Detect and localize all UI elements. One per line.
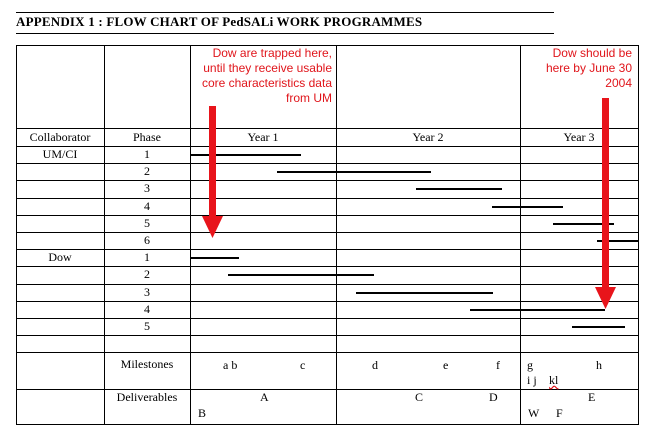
timeline-bar bbox=[492, 206, 563, 208]
phase-number: 5 bbox=[144, 319, 150, 333]
timeline-bar bbox=[277, 171, 431, 173]
phase-number: 5 bbox=[144, 215, 150, 230]
grid-col-line bbox=[336, 45, 337, 425]
deliverables-label: Deliverables bbox=[116, 390, 178, 404]
milestone-kl: kl bbox=[549, 373, 559, 387]
timeline-bar bbox=[190, 154, 301, 156]
collaborator-name: Dow bbox=[48, 250, 72, 265]
phase-number: 2 bbox=[144, 267, 150, 282]
timeline-bar bbox=[356, 292, 493, 294]
grid-top bbox=[16, 45, 639, 46]
header-year-2: Year 2 bbox=[412, 130, 444, 144]
milestone-c: c bbox=[300, 358, 306, 372]
deliverable-A: A bbox=[260, 390, 269, 404]
page-title: APPENDIX 1 : FLOW CHART OF PedSALi WORK PROGRAMMES bbox=[16, 14, 423, 29]
milestone-f: f bbox=[496, 358, 500, 372]
milestone-ij: i j bbox=[527, 373, 537, 387]
deliverable-F: F bbox=[556, 406, 563, 420]
milestone-d: d bbox=[372, 358, 378, 372]
grid-col-line bbox=[190, 45, 191, 425]
phase-number: 1 bbox=[144, 250, 150, 265]
milestone-h: h bbox=[596, 358, 602, 372]
timeline-bar bbox=[572, 326, 625, 328]
collaborator-name: UM/CI bbox=[42, 147, 78, 161]
arrow-left-trapped bbox=[202, 106, 223, 238]
phase-number: 3 bbox=[144, 284, 150, 299]
phase-number: 6 bbox=[144, 233, 150, 247]
timeline-bar bbox=[597, 240, 638, 242]
phase-number: 2 bbox=[144, 164, 150, 179]
milestone-g: g bbox=[527, 358, 533, 372]
timeline-bar bbox=[470, 309, 605, 311]
header-phase: Phase bbox=[133, 130, 161, 144]
milestone-ab: a b bbox=[223, 358, 238, 372]
header-year-3: Year 3 bbox=[563, 130, 595, 144]
milestone-e: e bbox=[443, 358, 449, 372]
timeline-bar bbox=[228, 274, 374, 276]
deliverable-D: D bbox=[489, 390, 498, 404]
deliverable-W: W bbox=[528, 406, 540, 420]
title-rule-bottom bbox=[16, 33, 554, 34]
note-dow-target: Dow should be here by June 30 2004 bbox=[545, 46, 632, 90]
timeline-bar bbox=[416, 188, 502, 190]
grid-header-top bbox=[16, 128, 639, 129]
title-rule-top bbox=[16, 12, 554, 13]
milestones-label: Milestones bbox=[120, 357, 174, 371]
note-dow-trapped: Dow are trapped here, until they receive usable core characteristics data from UM bbox=[201, 46, 332, 105]
deliverable-E: E bbox=[588, 390, 596, 404]
timeline-bar bbox=[190, 257, 239, 259]
phase-number: 4 bbox=[144, 301, 150, 316]
deliverable-B: B bbox=[198, 406, 207, 420]
header-year-1: Year 1 bbox=[247, 130, 279, 144]
deliverable-C: C bbox=[415, 390, 424, 404]
phase-number: 3 bbox=[144, 181, 150, 196]
header-collaborator: Collaborator bbox=[29, 130, 91, 144]
phase-number: 1 bbox=[144, 147, 150, 161]
grid-row-line bbox=[16, 352, 639, 353]
grid-col-line bbox=[16, 45, 17, 425]
timeline-bar bbox=[553, 223, 614, 225]
grid-row-line bbox=[16, 335, 639, 336]
grid-col-line bbox=[520, 45, 521, 425]
phase-number: 4 bbox=[144, 198, 150, 213]
grid-bottom bbox=[16, 424, 639, 425]
grid-col-line bbox=[638, 45, 639, 425]
